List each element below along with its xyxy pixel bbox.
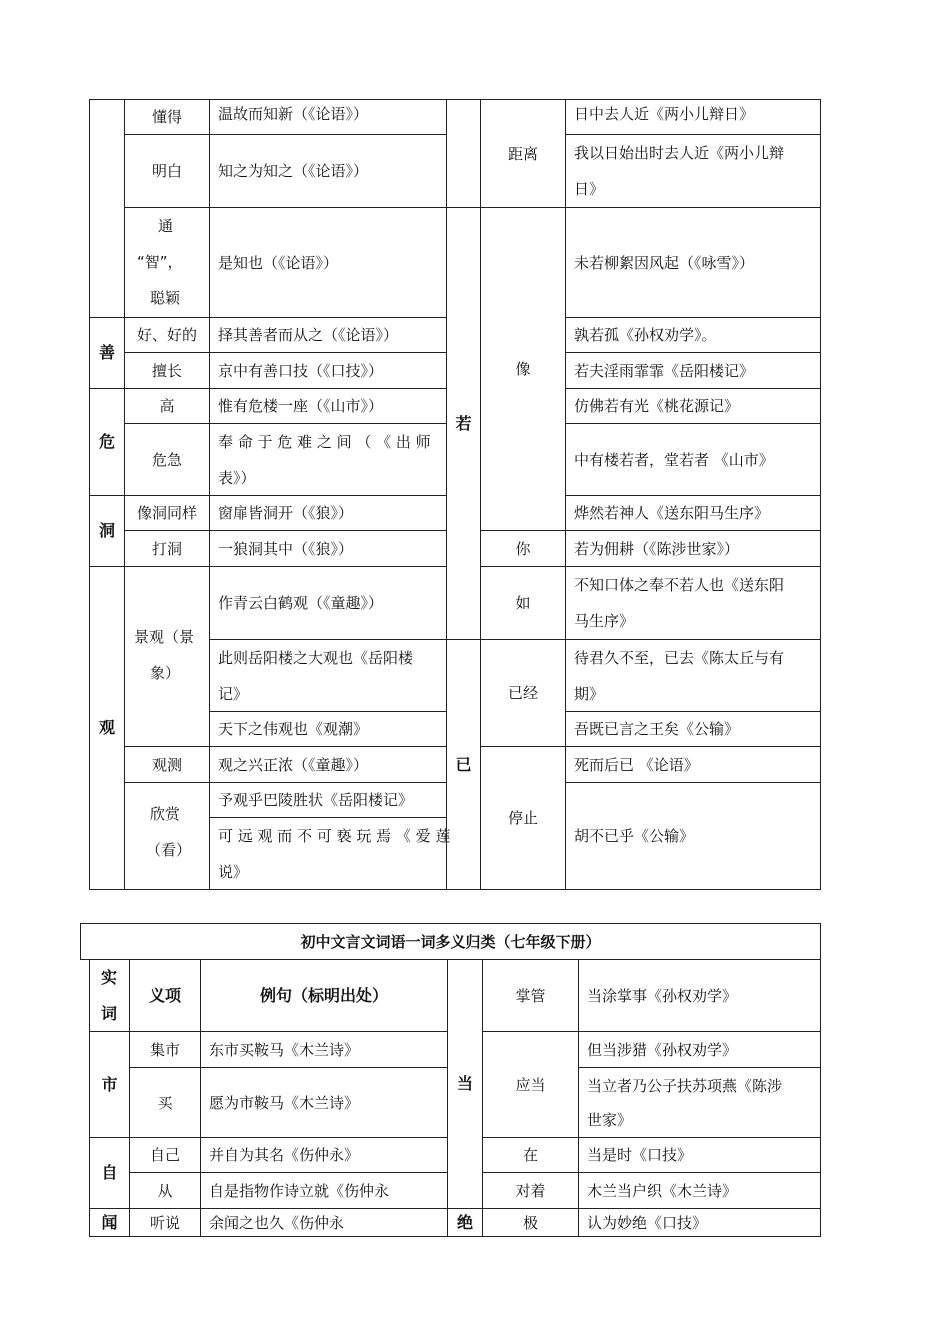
meaning-line: “智”， (137, 253, 183, 271)
example-line: 记》 (218, 685, 249, 703)
example-cell: 未若柳絮因风起（《咏雪》） (565, 207, 821, 318)
word-cell-dong: 洞 (89, 495, 125, 567)
meaning-cell: 距离 (480, 99, 566, 208)
meaning-cell: 买 (129, 1067, 201, 1138)
meaning-cell-multiline (124, 207, 210, 318)
example-cell: 木兰当户织《木兰诗》 (578, 1172, 821, 1209)
example-cell: 一狼洞其中（《狼》） (209, 530, 447, 567)
example-cell: 天下之伟观也《观潮》 (209, 711, 447, 747)
example-cell: 余闻之也久《伤仲永 (200, 1208, 448, 1237)
example-cell: 自是指物作诗立就《伤仲永 (200, 1172, 448, 1209)
meaning-cell: 如 (480, 566, 566, 640)
example-line: 此则岳阳楼之大观也《岳阳楼 (218, 649, 414, 667)
example-line: 待君久不至，已去《陈太丘与有 (574, 649, 785, 667)
word-cell-guan: 观 (89, 566, 125, 890)
meaning-cell: 应当 (482, 1031, 579, 1138)
example-cell: 烨然若神人《送东阳马生序》 (565, 495, 821, 531)
word-cell-yi: 已 (446, 639, 481, 890)
example-cell: 作青云白鹤观（《童趣》） (209, 566, 447, 640)
meaning-cell: 听说 (129, 1208, 201, 1237)
meaning-cell: 像 (480, 207, 566, 531)
meaning-cell: 明白 (124, 134, 210, 208)
example-cell: 择其善者而从之（《论语》） (209, 317, 447, 353)
meaning-cell: 集市 (129, 1031, 201, 1068)
example-cell: 知之为知之（《论语》） (209, 134, 447, 208)
example-line: 我以日始出时去人近《两小儿辩 (574, 144, 785, 162)
word-cell-ruo: 若 (446, 207, 481, 640)
example-cell-multiline (209, 639, 447, 712)
header-example-col: 例句（标明出处） (200, 959, 448, 1032)
example-cell: 日中去人近《两小儿辩日》 (565, 99, 821, 135)
example-line: 当立者乃公子扶苏项燕《陈涉 (587, 1077, 783, 1095)
example-line: 奉 命 于 危 难 之 间 （ 《 出 师 (218, 433, 431, 451)
word-cell-wei: 危 (89, 388, 125, 496)
meaning-cell: 危急 (124, 423, 210, 496)
meaning-cell: 打洞 (124, 530, 210, 567)
example-cell: 京中有善口技（《口技》） (209, 352, 447, 389)
meaning-cell: 观测 (124, 746, 210, 783)
example-line: 马生序》 (574, 612, 635, 630)
meaning-cell: 停止 (480, 746, 566, 890)
example-line: 期》 (574, 685, 605, 703)
word-cell-jue: 绝 (447, 1208, 483, 1237)
header-line: 实 (101, 968, 118, 987)
example-line: 表》） (218, 469, 256, 487)
word-cell-blank (446, 99, 481, 208)
example-line: 说》 (218, 863, 249, 881)
meaning-cell: 好、好的 (124, 317, 210, 353)
word-cell-wen: 闻 (89, 1208, 130, 1237)
example-cell: 孰若孤《孙权劝学》。 (565, 317, 821, 353)
example-cell: 予观乎巴陵胜状《岳阳楼记》 (209, 782, 447, 818)
meaning-cell: 极 (482, 1208, 579, 1237)
meaning-line: 象） (150, 664, 181, 682)
meaning-line: 通 (158, 217, 174, 235)
meaning-line: 景观（景 (134, 628, 195, 646)
example-cell: 胡不已乎《公输》 (565, 782, 821, 890)
example-line: 不知口体之奉不若人也《送东阳 (574, 576, 785, 594)
example-line: 世家》 (587, 1111, 633, 1129)
meaning-line: 聪颖 (150, 289, 181, 307)
example-cell-multiline (565, 639, 821, 712)
example-cell: 但当涉猎《孙权劝学》 (578, 1031, 821, 1068)
meaning-cell: 对着 (482, 1172, 579, 1209)
example-cell: 是知也（《论语》） (209, 207, 447, 318)
example-cell: 中有楼若者，堂若者 《山市》 (565, 423, 821, 496)
example-cell-multiline (565, 134, 821, 208)
example-cell: 并自为其名《伤仲永》 (200, 1137, 448, 1173)
meaning-cell: 高 (124, 388, 210, 424)
meaning-cell: 你 (480, 530, 566, 567)
word-cell-dang: 当 (447, 959, 483, 1209)
meaning-cell: 自己 (129, 1137, 201, 1173)
example-cell: 若夫淫雨霏霏《岳阳楼记》 (565, 352, 821, 389)
example-cell-multiline (578, 1067, 821, 1138)
example-cell: 东市买鞍马《木兰诗》 (200, 1031, 448, 1068)
meaning-cell: 从 (129, 1172, 201, 1209)
example-cell-multiline (209, 423, 447, 496)
header-meaning-col: 义项 (129, 959, 201, 1032)
meaning-cell: 懂得 (124, 99, 210, 135)
example-cell: 认为妙绝《口技》 (578, 1208, 821, 1237)
meaning-cell: 擅长 (124, 352, 210, 389)
meaning-line: （看） (146, 841, 192, 859)
word-cell-shan: 善 (89, 317, 125, 389)
example-cell: 观之兴正浓（《童趣》） (209, 746, 447, 783)
meaning-cell: 像洞同样 (124, 495, 210, 531)
word-cell-zi: 自 (89, 1137, 130, 1209)
meaning-cell: 在 (482, 1137, 579, 1173)
header-line: 词 (101, 1004, 118, 1023)
word-cell-shi: 市 (89, 1031, 130, 1138)
meaning-cell: 已经 (480, 639, 566, 747)
example-cell: 死而后已 《论语》 (565, 746, 821, 783)
example-cell-multiline (565, 566, 821, 640)
meaning-cell-multiline (124, 782, 210, 890)
meaning-cell-multiline (124, 566, 210, 747)
example-cell: 若为佣耕（《陈涉世家》） (565, 530, 821, 567)
word-cell-blank (89, 99, 125, 318)
table2-title: 初中文言文词语一词多义归类（七年级下册） (300, 932, 601, 951)
header-word-col (89, 959, 130, 1032)
example-cell: 惟有危楼一座（《山市》） (209, 388, 447, 424)
example-cell: 吾既已言之王矣《公输》 (565, 711, 821, 747)
example-cell-multiline (209, 817, 451, 890)
example-cell: 愿为市鞍马《木兰诗》 (200, 1067, 448, 1138)
meaning-cell: 掌管 (482, 959, 579, 1032)
example-cell: 当是时《口技》 (578, 1137, 821, 1173)
example-cell: 当涂掌事《孙权劝学》 (578, 959, 821, 1032)
example-line: 可 远 观 而 不 可 亵 玩 焉 《 爱 莲 (218, 827, 451, 845)
example-line: 日》 (574, 180, 605, 198)
example-cell: 窗扉皆洞开（《狼》） (209, 495, 447, 531)
meaning-line: 欣赏 (150, 805, 181, 823)
example-cell: 仿佛若有光《桃花源记》 (565, 388, 821, 424)
example-cell: 温故而知新（《论语》） (209, 99, 447, 135)
table2-title-cell (80, 923, 821, 960)
